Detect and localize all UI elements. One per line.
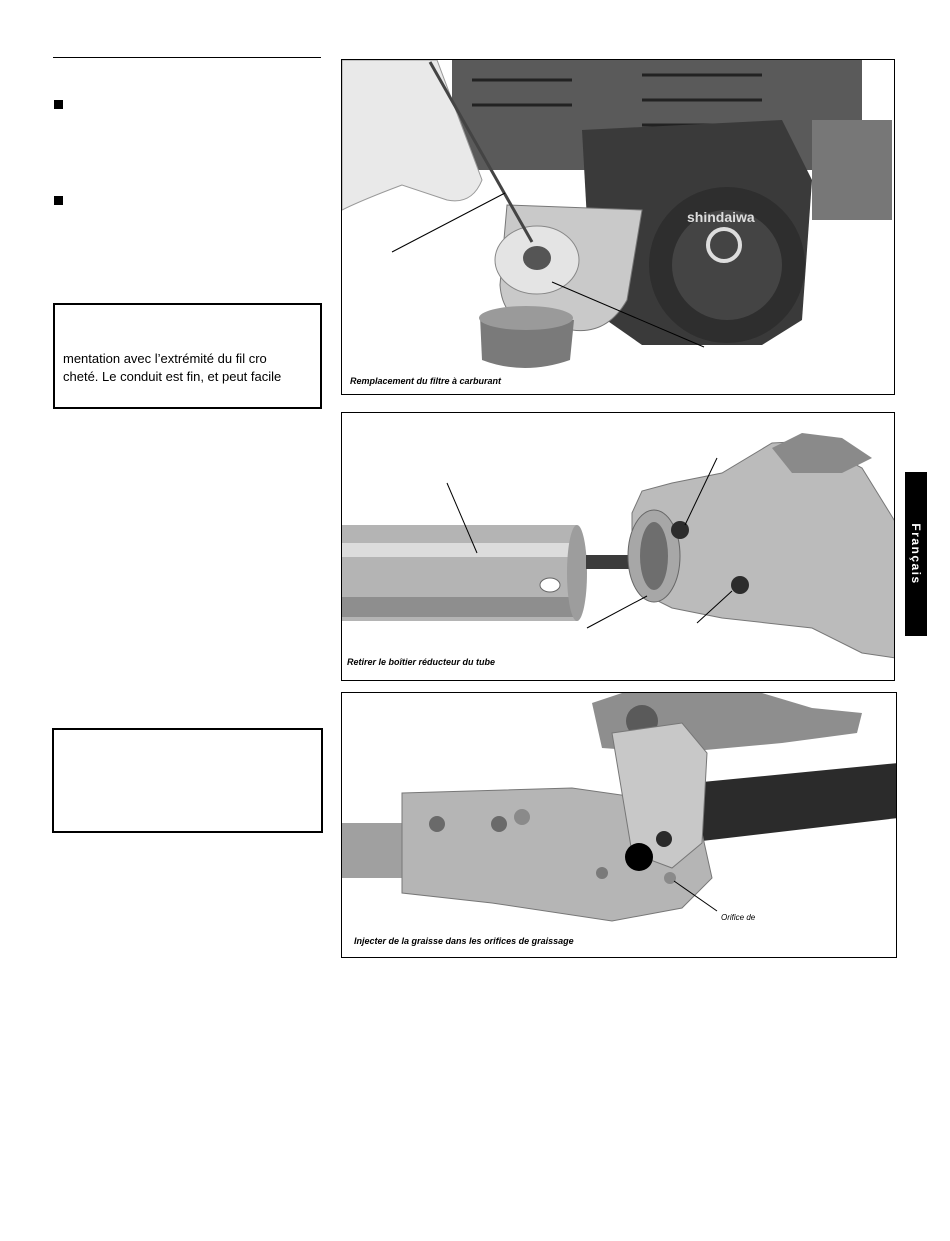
fuel-filter-photo (342, 60, 895, 395)
gearbox-removal-photo (342, 413, 895, 681)
callout-grease-orifice: Orifice de (721, 913, 756, 922)
language-tab (905, 472, 927, 636)
note-line-1: mentation avec l’extrémité du fil cro (63, 351, 267, 366)
caption-gearbox-removal: Retirer le boîtier réducteur du tube (347, 657, 496, 667)
caption-fuel-filter: Remplacement du filtre à carburant (350, 376, 502, 386)
figure-gearbox-removal (341, 412, 895, 681)
caption-grease-injection: Injecter de la graisse dans les orifices de graissage (354, 936, 574, 946)
bullet-marker-2 (54, 196, 63, 205)
bullet-marker-1 (54, 100, 63, 109)
figure-grease-injection (341, 692, 897, 958)
note-line-2: cheté. Le conduit est fin, et peut facile (63, 369, 282, 384)
language-tab-label: Français (909, 523, 923, 585)
grease-injection-photo (342, 693, 897, 958)
header-rule (53, 57, 321, 58)
brand-logo: shindaiwa (687, 209, 755, 225)
figure-fuel-filter (341, 59, 895, 395)
note-box-fuel-line (53, 303, 322, 409)
note-box-empty (52, 728, 323, 833)
